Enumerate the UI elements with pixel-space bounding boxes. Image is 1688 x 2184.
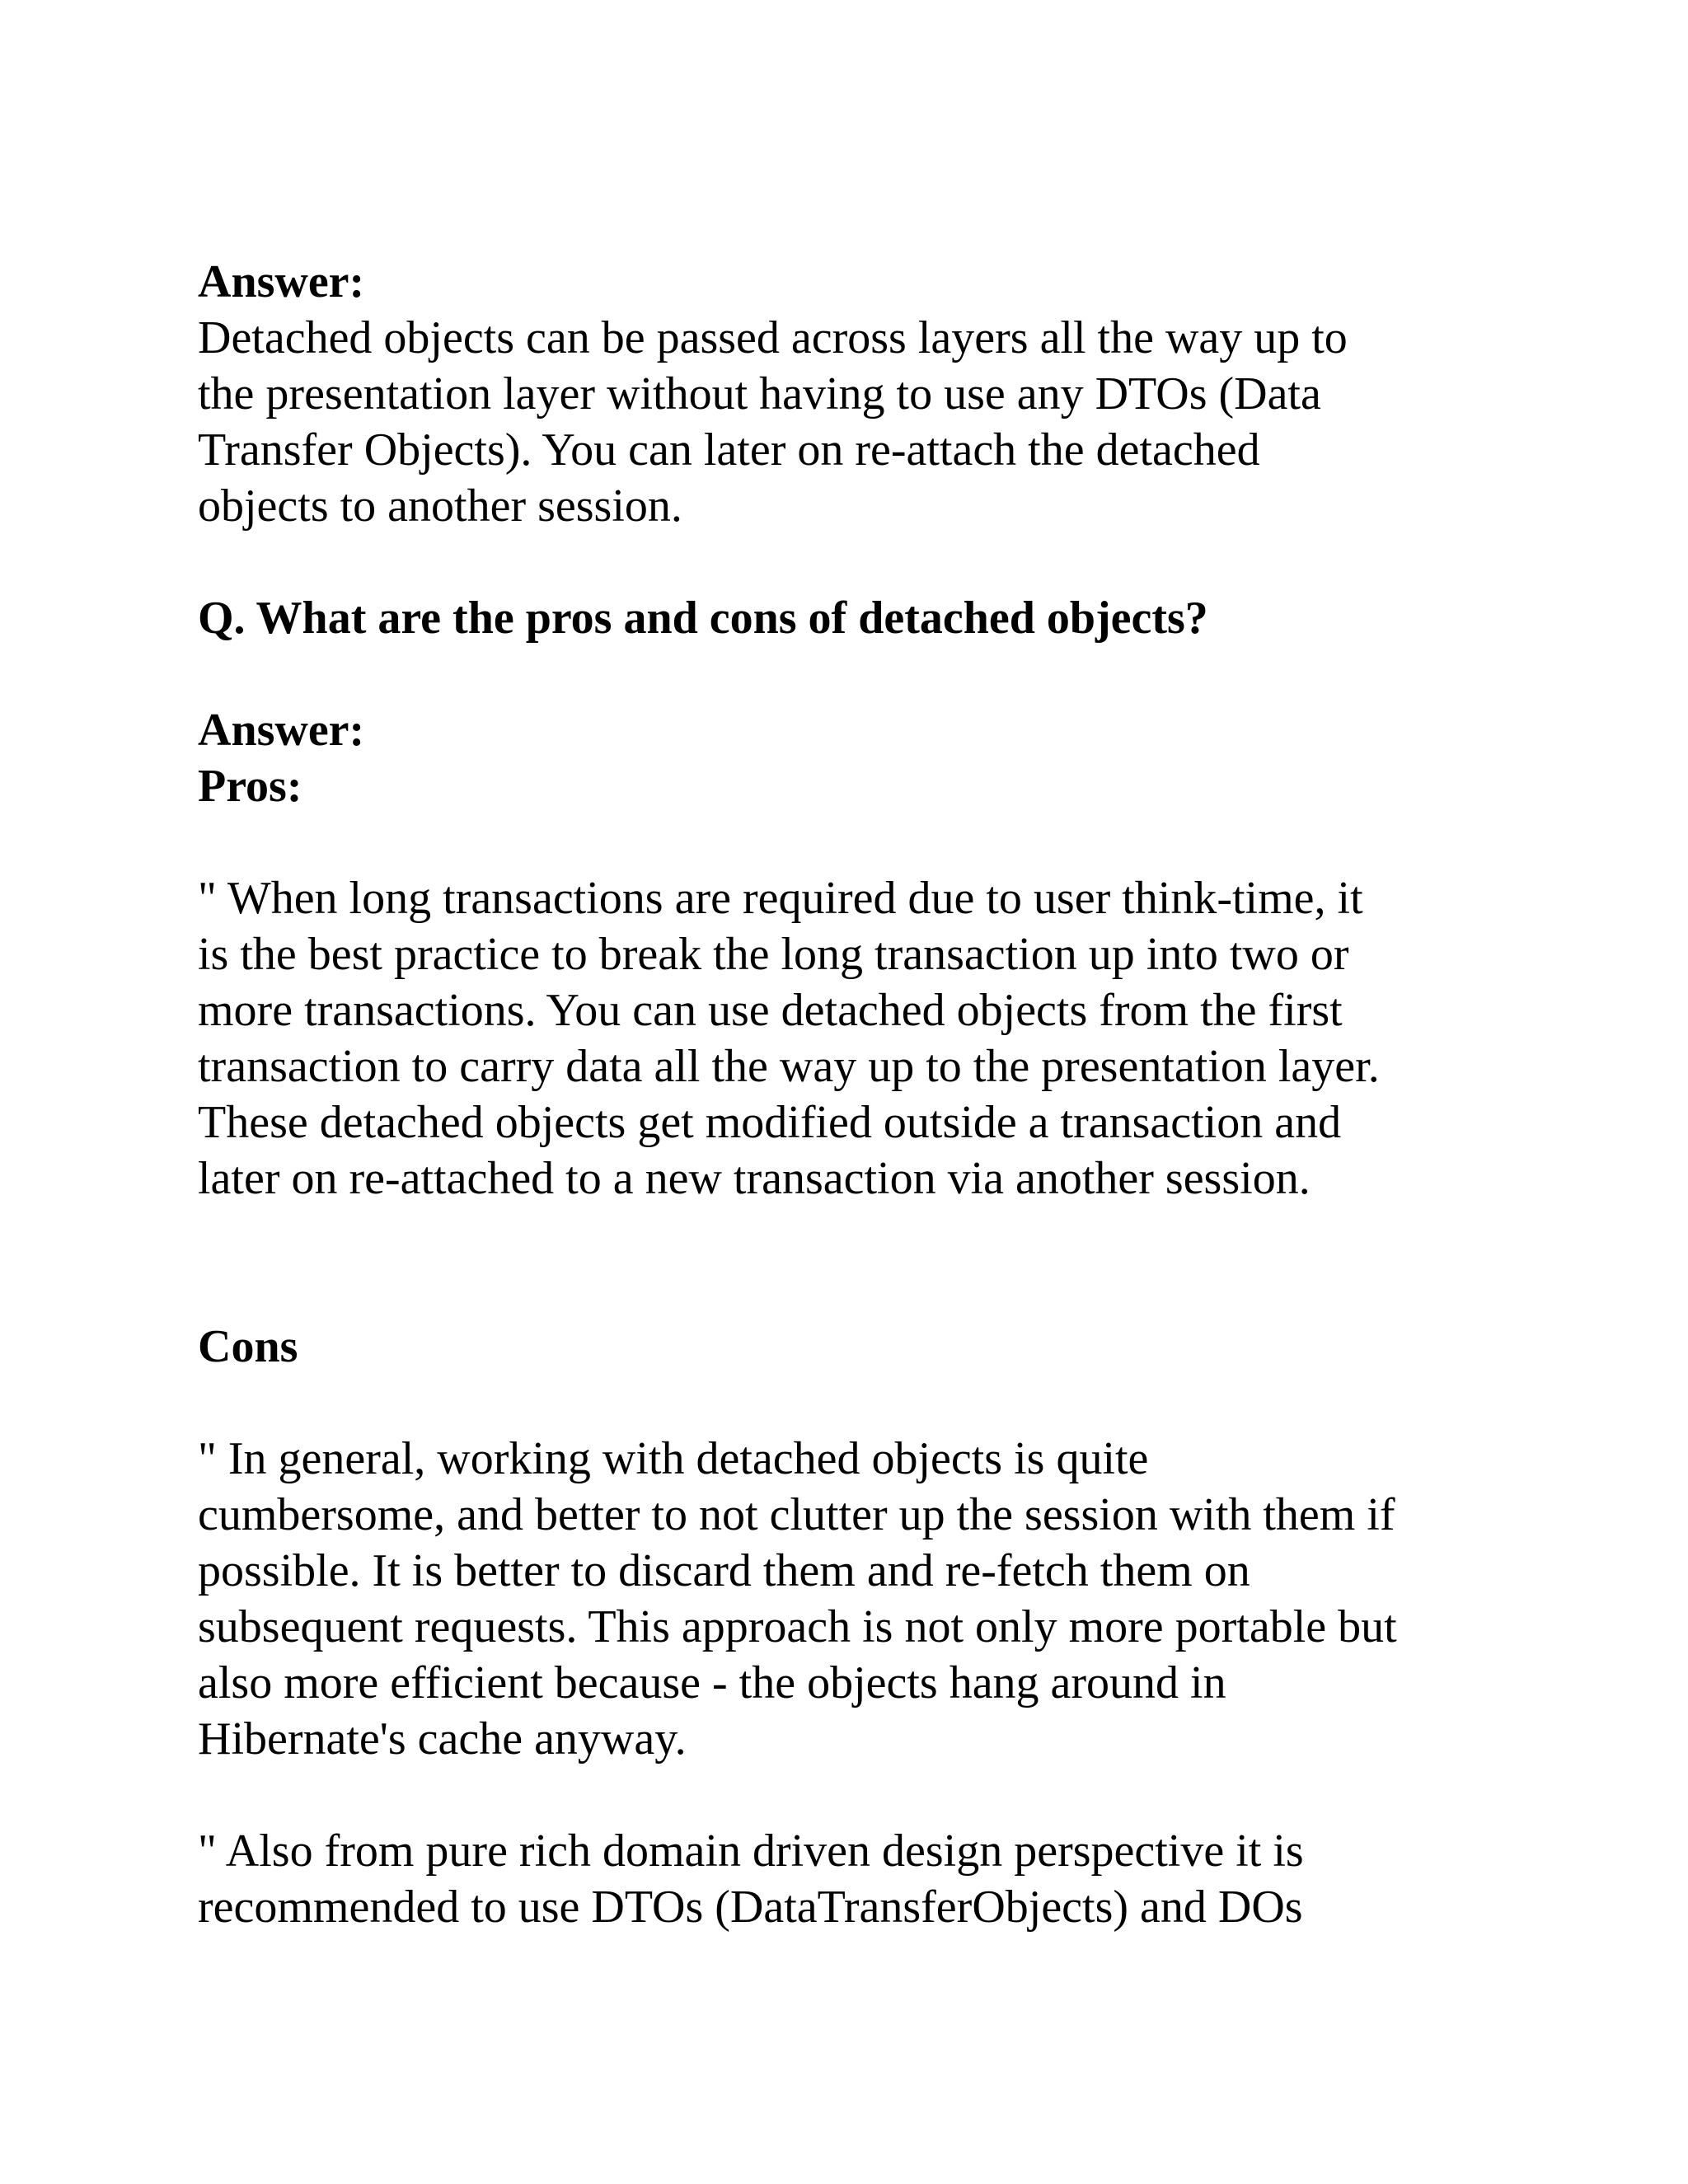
pros-text-line: These detached objects get modified outside a transaction and — [198, 1097, 1342, 1148]
cons-text-line: subsequent requests. This approach is not only more portable but — [198, 1601, 1397, 1652]
pros-text-line: more transactions. You can use detached objects from the first — [198, 985, 1343, 1036]
answer-text-line: Detached objects can be passed across layers all the way up to — [198, 312, 1348, 363]
pros-text-line: " When long transactions are required due to user think-time, it — [198, 873, 1363, 924]
document-body — [198, 254, 1533, 1935]
cons-heading: Cons — [198, 1321, 298, 1372]
spacer — [198, 1375, 1533, 1431]
question-heading: Q. What are the pros and cons of detached objects? — [198, 593, 1208, 644]
answer-text-line: objects to another session. — [198, 480, 682, 532]
spacer — [198, 1767, 1533, 1823]
cons-text-line: cumbersome, and better to not clutter up the session with them if — [198, 1489, 1395, 1540]
spacer — [198, 814, 1533, 870]
cons-text-line: " In general, working with detached objects is quite — [198, 1433, 1149, 1484]
spacer — [198, 534, 1533, 590]
spacer — [198, 646, 1533, 702]
cons-text-line: also more efficient because - the objects hang around in — [198, 1657, 1226, 1708]
pros-text-line: transaction to carry data all the way up to the presentation layer. — [198, 1041, 1380, 1092]
answer-heading: Answer: — [198, 705, 365, 756]
answer-text-line: the presentation layer without having to use any DTOs (Data — [198, 368, 1321, 419]
cons-text-line: recommended to use DTOs (DataTransferObjects) and DOs — [198, 1882, 1303, 1933]
pros-text-line: is the best practice to break the long transaction up into two or — [198, 929, 1349, 980]
pros-text-line: later on re-attached to a new transaction via another session. — [198, 1153, 1311, 1204]
spacer — [198, 1207, 1533, 1319]
pros-heading: Pros: — [198, 761, 302, 812]
answer-heading: Answer: — [198, 256, 365, 307]
cons-text-line: " Also from pure rich domain driven design perspective it is — [198, 1825, 1304, 1877]
cons-text-line: possible. It is better to discard them and re-fetch them on — [198, 1545, 1250, 1596]
cons-text-line: Hibernate's cache anyway. — [198, 1713, 687, 1765]
answer-text-line: Transfer Objects). You can later on re-attach the detached — [198, 424, 1260, 476]
